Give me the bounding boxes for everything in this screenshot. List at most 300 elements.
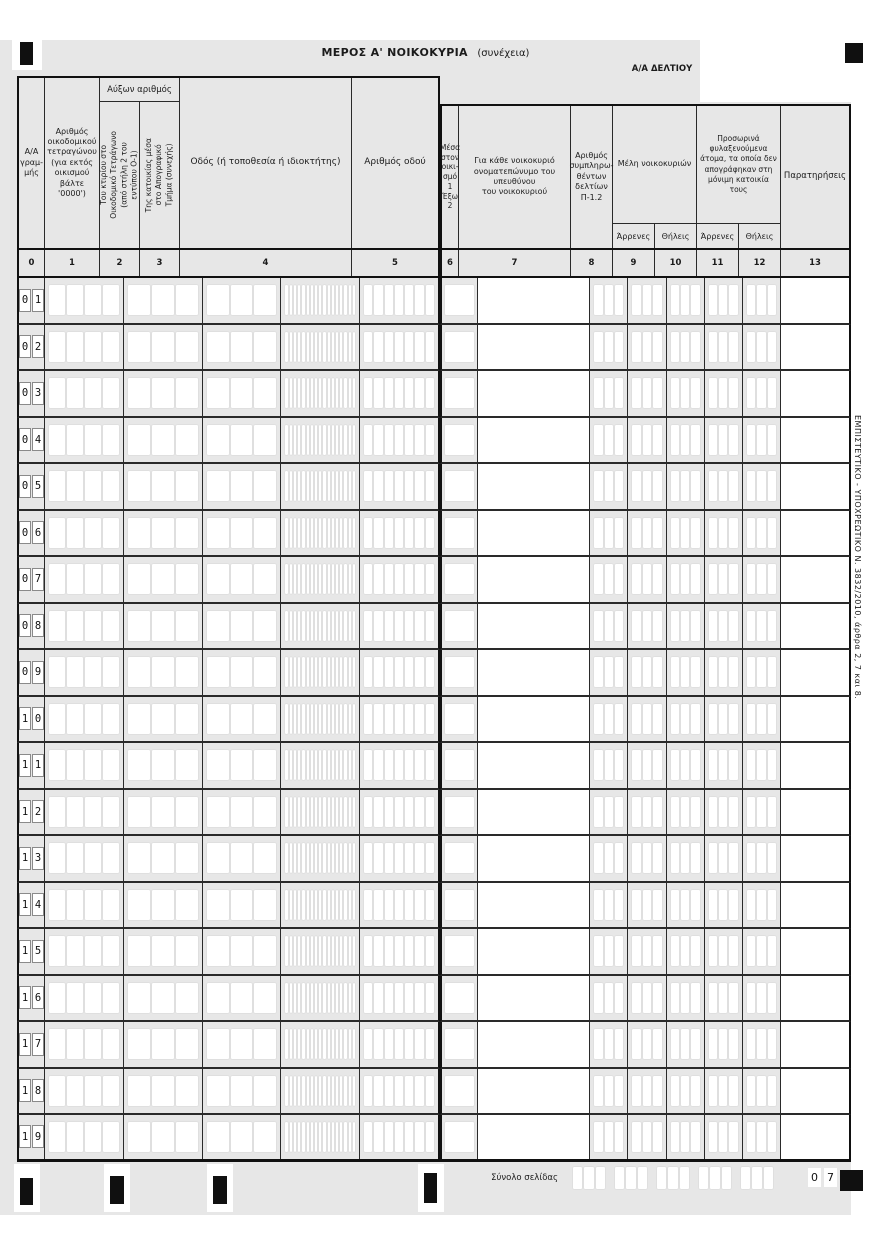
comb-box[interactable] [307, 797, 309, 827]
comb-box[interactable] [302, 1076, 304, 1106]
comb-box[interactable] [605, 750, 613, 780]
dwelling-serial-field[interactable] [203, 650, 282, 695]
comb-box[interactable] [405, 843, 413, 873]
comb-box[interactable] [643, 843, 651, 873]
comb-box[interactable] [49, 657, 65, 687]
comb-box[interactable] [344, 936, 346, 966]
comb-box[interactable] [176, 518, 198, 548]
comb-box[interactable] [285, 425, 287, 455]
comb-box[interactable] [615, 704, 623, 734]
comb-box[interactable] [691, 471, 699, 501]
comb-box[interactable] [340, 843, 342, 873]
comb-box[interactable] [152, 471, 174, 501]
comb-box[interactable] [426, 890, 434, 920]
comb-box[interactable] [315, 1076, 317, 1106]
comb-box[interactable] [152, 1029, 174, 1059]
comb-box[interactable] [405, 657, 413, 687]
comb-box[interactable] [729, 378, 737, 408]
comb-box[interactable] [605, 611, 613, 641]
street-number-field[interactable] [360, 1115, 438, 1159]
comb-box[interactable] [671, 704, 679, 734]
comb-box[interactable] [290, 1122, 292, 1152]
comb-box[interactable] [103, 750, 119, 780]
comb-box[interactable] [67, 564, 83, 594]
comb-box[interactable] [747, 564, 755, 594]
comb-box[interactable] [415, 936, 423, 966]
comb-box[interactable] [85, 332, 101, 362]
comb-box[interactable] [315, 750, 317, 780]
comb-box[interactable] [729, 518, 737, 548]
comb-box[interactable] [85, 425, 101, 455]
street-field[interactable] [281, 650, 360, 695]
comb-box[interactable] [374, 332, 382, 362]
comb-box[interactable] [709, 611, 717, 641]
street-field[interactable] [281, 1069, 360, 1114]
comb-box[interactable] [290, 611, 292, 641]
comb-box[interactable] [152, 936, 174, 966]
comb-box[interactable] [395, 983, 403, 1013]
dwelling-serial-field[interactable] [203, 790, 282, 835]
street-field[interactable] [281, 976, 360, 1021]
comb-box[interactable] [231, 332, 253, 362]
comb-box[interactable] [353, 983, 355, 1013]
comb-box[interactable] [231, 285, 253, 315]
comb-box[interactable] [49, 425, 65, 455]
footer-box-group[interactable] [694, 1167, 736, 1189]
comb-box[interactable] [415, 611, 423, 641]
comb-box[interactable] [681, 750, 689, 780]
comb-box[interactable] [328, 611, 330, 641]
comb-box[interactable] [128, 564, 150, 594]
guests-males-field[interactable] [705, 325, 743, 370]
comb-box[interactable] [643, 1076, 651, 1106]
comb-box[interactable] [709, 378, 717, 408]
comb-box[interactable] [103, 1122, 119, 1152]
members-males-field[interactable] [628, 697, 666, 742]
comb-box[interactable] [747, 332, 755, 362]
comb-box[interactable] [294, 518, 296, 548]
comb-box[interactable] [445, 890, 474, 920]
comb-box[interactable] [353, 518, 355, 548]
comb-box[interactable] [344, 983, 346, 1013]
comb-box[interactable] [385, 704, 393, 734]
household-head-name-field[interactable] [478, 836, 590, 881]
comb-box[interactable] [290, 657, 292, 687]
comb-box[interactable] [395, 843, 403, 873]
comb-box[interactable] [336, 1122, 338, 1152]
comb-box[interactable] [311, 657, 313, 687]
comb-box[interactable] [340, 1122, 342, 1152]
comb-box[interactable] [176, 378, 198, 408]
comb-box[interactable] [231, 564, 253, 594]
comb-box[interactable] [319, 518, 321, 548]
household-head-name-field[interactable] [478, 650, 590, 695]
comb-box[interactable] [302, 983, 304, 1013]
remarks-field[interactable] [781, 976, 849, 1021]
comb-box[interactable] [152, 843, 174, 873]
street-number-field[interactable] [360, 511, 438, 556]
guests-females-field[interactable] [743, 278, 781, 323]
comb-box[interactable] [681, 797, 689, 827]
comb-box[interactable] [605, 1122, 613, 1152]
dwelling-serial-field[interactable] [203, 697, 282, 742]
comb-box[interactable] [729, 704, 737, 734]
comb-box[interactable] [254, 843, 276, 873]
comb-box[interactable] [344, 378, 346, 408]
comb-box[interactable] [385, 657, 393, 687]
guests-females-field[interactable] [743, 325, 781, 370]
comb-box[interactable] [290, 285, 292, 315]
comb-box[interactable] [768, 564, 776, 594]
comb-box[interactable] [254, 285, 276, 315]
comb-box[interactable] [594, 1076, 602, 1106]
comb-box[interactable] [709, 425, 717, 455]
comb-box[interactable] [285, 378, 287, 408]
comb-box[interactable] [729, 890, 737, 920]
comb-box[interactable] [67, 332, 83, 362]
dwelling-serial-field[interactable] [203, 325, 282, 370]
building-serial-field[interactable] [124, 511, 203, 556]
forms-completed-field[interactable] [590, 790, 628, 835]
members-females-field[interactable] [667, 650, 705, 695]
comb-box[interactable] [405, 378, 413, 408]
comb-box[interactable] [643, 564, 651, 594]
comb-box[interactable] [319, 843, 321, 873]
comb-box[interactable] [207, 983, 229, 1013]
remarks-field[interactable] [781, 557, 849, 602]
guests-females-field[interactable] [743, 929, 781, 974]
comb-box[interactable] [757, 285, 765, 315]
household-head-name-field[interactable] [478, 883, 590, 928]
comb-box[interactable] [152, 285, 174, 315]
comb-box[interactable] [207, 936, 229, 966]
comb-box[interactable] [643, 890, 651, 920]
comb-box[interactable] [681, 843, 689, 873]
comb-box[interactable] [729, 564, 737, 594]
comb-box[interactable] [328, 750, 330, 780]
street-field[interactable] [281, 418, 360, 463]
comb-box[interactable] [426, 657, 434, 687]
household-head-name-field[interactable] [478, 464, 590, 509]
comb-box[interactable] [395, 425, 403, 455]
comb-box[interactable] [67, 378, 83, 408]
comb-box[interactable] [719, 378, 727, 408]
comb-box[interactable] [344, 564, 346, 594]
comb-box[interactable] [176, 890, 198, 920]
comb-box[interactable] [681, 332, 689, 362]
comb-box[interactable] [152, 611, 174, 641]
comb-box[interactable] [426, 983, 434, 1013]
comb-box[interactable] [294, 657, 296, 687]
comb-box[interactable] [653, 1122, 661, 1152]
comb-box[interactable] [323, 332, 325, 362]
comb-box[interactable] [294, 332, 296, 362]
street-field[interactable] [281, 790, 360, 835]
comb-box[interactable] [385, 890, 393, 920]
comb-box[interactable] [319, 332, 321, 362]
comb-box[interactable] [681, 704, 689, 734]
comb-box[interactable] [426, 1122, 434, 1152]
comb-box[interactable] [285, 797, 287, 827]
comb-box[interactable] [385, 285, 393, 315]
comb-box[interactable] [374, 890, 382, 920]
comb-box[interactable] [332, 332, 334, 362]
dwelling-serial-field[interactable] [203, 278, 282, 323]
street-field[interactable] [281, 557, 360, 602]
street-number-field[interactable] [360, 929, 438, 974]
comb-box[interactable] [49, 936, 65, 966]
comb-box[interactable] [315, 564, 317, 594]
comb-box[interactable] [323, 471, 325, 501]
guests-males-field[interactable] [705, 929, 743, 974]
guests-males-field[interactable] [705, 697, 743, 742]
comb-box[interactable] [768, 1076, 776, 1106]
comb-box[interactable] [128, 1029, 150, 1059]
forms-completed-field[interactable] [590, 371, 628, 416]
comb-box[interactable] [85, 518, 101, 548]
comb-box[interactable] [332, 983, 334, 1013]
comb-box[interactable] [364, 425, 372, 455]
comb-box[interactable] [426, 1076, 434, 1106]
comb-box[interactable] [626, 1167, 635, 1189]
comb-box[interactable] [405, 704, 413, 734]
street-field[interactable] [281, 1115, 360, 1159]
street-field[interactable] [281, 697, 360, 742]
comb-box[interactable] [405, 983, 413, 1013]
comb-box[interactable] [319, 1076, 321, 1106]
comb-box[interactable] [336, 657, 338, 687]
street-number-field[interactable] [360, 697, 438, 742]
guests-males-field[interactable] [705, 604, 743, 649]
forms-completed-field[interactable] [590, 418, 628, 463]
comb-box[interactable] [395, 750, 403, 780]
comb-box[interactable] [290, 471, 292, 501]
comb-box[interactable] [319, 611, 321, 641]
comb-box[interactable] [632, 285, 640, 315]
comb-box[interactable] [319, 704, 321, 734]
comb-box[interactable] [643, 797, 651, 827]
comb-box[interactable] [298, 378, 300, 408]
comb-box[interactable] [741, 1167, 750, 1189]
comb-box[interactable] [405, 285, 413, 315]
comb-box[interactable] [290, 564, 292, 594]
comb-box[interactable] [311, 611, 313, 641]
comb-box[interactable] [319, 471, 321, 501]
comb-box[interactable] [336, 1076, 338, 1106]
comb-box[interactable] [103, 704, 119, 734]
comb-box[interactable] [405, 890, 413, 920]
comb-box[interactable] [336, 797, 338, 827]
comb-box[interactable] [207, 285, 229, 315]
comb-box[interactable] [699, 1167, 708, 1189]
comb-box[interactable] [298, 611, 300, 641]
inside-settlement-field[interactable] [442, 557, 478, 602]
comb-box[interactable] [353, 471, 355, 501]
comb-box[interactable] [747, 657, 755, 687]
comb-box[interactable] [298, 285, 300, 315]
comb-box[interactable] [757, 332, 765, 362]
comb-box[interactable] [653, 704, 661, 734]
comb-box[interactable] [340, 332, 342, 362]
comb-box[interactable] [340, 750, 342, 780]
comb-box[interactable] [709, 797, 717, 827]
inside-settlement-field[interactable] [442, 1115, 478, 1159]
guests-females-field[interactable] [743, 697, 781, 742]
comb-box[interactable] [632, 1029, 640, 1059]
comb-box[interactable] [49, 750, 65, 780]
comb-box[interactable] [681, 611, 689, 641]
comb-box[interactable] [332, 750, 334, 780]
comb-box[interactable] [643, 1122, 651, 1152]
footer-box-group[interactable] [652, 1167, 694, 1189]
comb-box[interactable] [49, 1076, 65, 1106]
comb-box[interactable] [405, 471, 413, 501]
comb-box[interactable] [605, 704, 613, 734]
building-block-field[interactable] [45, 1069, 124, 1114]
building-block-field[interactable] [45, 929, 124, 974]
comb-box[interactable] [594, 983, 602, 1013]
comb-box[interactable] [319, 936, 321, 966]
dwelling-serial-field[interactable] [203, 1022, 282, 1067]
comb-box[interactable] [395, 657, 403, 687]
comb-box[interactable] [349, 936, 351, 966]
dwelling-serial-field[interactable] [203, 1069, 282, 1114]
footer-box-group[interactable] [610, 1167, 652, 1189]
comb-box[interactable] [294, 285, 296, 315]
comb-box[interactable] [323, 1122, 325, 1152]
comb-box[interactable] [85, 285, 101, 315]
comb-box[interactable] [615, 378, 623, 408]
comb-box[interactable] [605, 657, 613, 687]
street-number-field[interactable] [360, 325, 438, 370]
comb-box[interactable] [632, 425, 640, 455]
comb-box[interactable] [315, 1029, 317, 1059]
comb-box[interactable] [176, 843, 198, 873]
comb-box[interactable] [49, 378, 65, 408]
comb-box[interactable] [207, 1076, 229, 1106]
comb-box[interactable] [415, 983, 423, 1013]
comb-box[interactable] [285, 332, 287, 362]
comb-box[interactable] [426, 378, 434, 408]
guests-males-field[interactable] [705, 976, 743, 1021]
comb-box[interactable] [152, 657, 174, 687]
comb-box[interactable] [328, 471, 330, 501]
comb-box[interactable] [315, 332, 317, 362]
comb-box[interactable] [709, 518, 717, 548]
comb-box[interactable] [294, 425, 296, 455]
forms-completed-field[interactable] [590, 278, 628, 323]
comb-box[interactable] [349, 750, 351, 780]
comb-box[interactable] [67, 936, 83, 966]
comb-box[interactable] [85, 378, 101, 408]
street-field[interactable] [281, 604, 360, 649]
comb-box[interactable] [691, 843, 699, 873]
comb-box[interactable] [128, 425, 150, 455]
comb-box[interactable] [294, 611, 296, 641]
comb-box[interactable] [285, 1076, 287, 1106]
comb-box[interactable] [374, 378, 382, 408]
inside-settlement-field[interactable] [442, 697, 478, 742]
comb-box[interactable] [719, 564, 727, 594]
comb-box[interactable] [353, 611, 355, 641]
comb-box[interactable] [336, 285, 338, 315]
remarks-field[interactable] [781, 836, 849, 881]
comb-box[interactable] [307, 285, 309, 315]
comb-box[interactable] [302, 332, 304, 362]
comb-box[interactable] [643, 750, 651, 780]
dwelling-serial-field[interactable] [203, 1115, 282, 1159]
comb-box[interactable] [176, 983, 198, 1013]
members-males-field[interactable] [628, 371, 666, 416]
comb-box[interactable] [374, 285, 382, 315]
comb-box[interactable] [374, 750, 382, 780]
comb-box[interactable] [307, 1029, 309, 1059]
comb-box[interactable] [747, 704, 755, 734]
building-serial-field[interactable] [124, 836, 203, 881]
comb-box[interactable] [49, 843, 65, 873]
comb-box[interactable] [307, 378, 309, 408]
members-males-field[interactable] [628, 976, 666, 1021]
comb-box[interactable] [332, 518, 334, 548]
comb-box[interactable] [385, 425, 393, 455]
guests-males-field[interactable] [705, 650, 743, 695]
comb-box[interactable] [344, 1076, 346, 1106]
comb-box[interactable] [67, 425, 83, 455]
remarks-field[interactable] [781, 697, 849, 742]
comb-box[interactable] [691, 564, 699, 594]
comb-box[interactable] [719, 983, 727, 1013]
comb-box[interactable] [691, 285, 699, 315]
comb-box[interactable] [336, 890, 338, 920]
comb-box[interactable] [385, 797, 393, 827]
comb-box[interactable] [632, 843, 640, 873]
household-head-name-field[interactable] [478, 976, 590, 1021]
comb-box[interactable] [128, 797, 150, 827]
comb-box[interactable] [757, 1076, 765, 1106]
guests-females-field[interactable] [743, 418, 781, 463]
comb-box[interactable] [374, 797, 382, 827]
comb-box[interactable] [729, 1122, 737, 1152]
comb-box[interactable] [747, 1029, 755, 1059]
street-number-field[interactable] [360, 743, 438, 788]
comb-box[interactable] [323, 704, 325, 734]
comb-box[interactable] [653, 890, 661, 920]
comb-box[interactable] [385, 518, 393, 548]
comb-box[interactable] [231, 611, 253, 641]
comb-box[interactable] [67, 1076, 83, 1106]
comb-box[interactable] [405, 797, 413, 827]
comb-box[interactable] [349, 983, 351, 1013]
comb-box[interactable] [152, 378, 174, 408]
comb-box[interactable] [385, 332, 393, 362]
comb-box[interactable] [349, 704, 351, 734]
dwelling-serial-field[interactable] [203, 929, 282, 974]
comb-box[interactable] [681, 657, 689, 687]
comb-box[interactable] [729, 1029, 737, 1059]
guests-males-field[interactable] [705, 1115, 743, 1159]
comb-box[interactable] [340, 704, 342, 734]
comb-box[interactable] [364, 564, 372, 594]
comb-box[interactable] [374, 425, 382, 455]
comb-box[interactable] [643, 657, 651, 687]
comb-box[interactable] [254, 1029, 276, 1059]
comb-box[interactable] [294, 983, 296, 1013]
comb-box[interactable] [691, 750, 699, 780]
comb-box[interactable] [340, 471, 342, 501]
members-males-field[interactable] [628, 650, 666, 695]
comb-box[interactable] [340, 518, 342, 548]
comb-box[interactable] [231, 797, 253, 827]
